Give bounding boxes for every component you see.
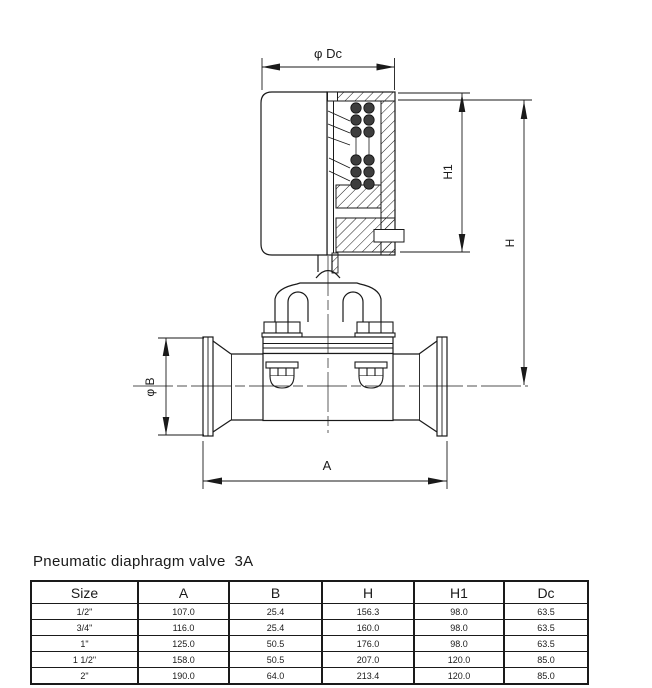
dim-h1 bbox=[398, 93, 470, 252]
cell-a: 107.0 bbox=[138, 604, 229, 620]
cell-b: 50.5 bbox=[229, 652, 322, 668]
arrow-left bbox=[204, 478, 222, 485]
arrow-down bbox=[459, 234, 466, 252]
cell-b: 25.4 bbox=[229, 620, 322, 636]
cell-size: 1" bbox=[31, 636, 138, 652]
table-header-row bbox=[31, 581, 588, 604]
dim-b bbox=[143, 338, 204, 435]
dim-label-a: A bbox=[322, 458, 332, 473]
cell-size: 3/4" bbox=[31, 620, 138, 636]
table-header-a: A bbox=[138, 581, 229, 604]
dim-dc bbox=[262, 46, 395, 90]
cell-a: 125.0 bbox=[138, 636, 229, 652]
table-header-dc: Dc bbox=[504, 581, 588, 604]
dim-a bbox=[203, 441, 447, 489]
left-ferrule bbox=[203, 337, 232, 436]
cell-dc: 85.0 bbox=[504, 668, 588, 685]
table-row bbox=[31, 652, 588, 668]
dim-label-h1: H1 bbox=[441, 164, 455, 180]
air-port bbox=[374, 230, 404, 243]
actuator bbox=[261, 92, 404, 255]
cell-dc: 63.5 bbox=[504, 604, 588, 620]
arrow-down bbox=[521, 367, 528, 385]
cell-dc: 63.5 bbox=[504, 636, 588, 652]
cell-size: 1/2" bbox=[31, 604, 138, 620]
dim-label-h: H bbox=[503, 238, 517, 248]
cell-b: 25.4 bbox=[229, 604, 322, 620]
table-row bbox=[31, 620, 588, 636]
cell-h: 160.0 bbox=[322, 620, 414, 636]
table-row bbox=[31, 604, 588, 620]
page-title: Pneumatic diaphragm valve 3A bbox=[33, 553, 254, 570]
dim-label-b: φ B bbox=[143, 377, 157, 397]
table-header-h: H bbox=[322, 581, 414, 604]
bonnet bbox=[262, 283, 395, 337]
table-header-b: B bbox=[229, 581, 322, 604]
table-header-h1: H1 bbox=[414, 581, 504, 604]
cell-h1: 98.0 bbox=[414, 620, 504, 636]
cell-h1: 120.0 bbox=[414, 652, 504, 668]
arrow-right bbox=[428, 478, 446, 485]
cell-b: 50.5 bbox=[229, 636, 322, 652]
cell-b: 64.0 bbox=[229, 668, 322, 685]
arrow-up bbox=[459, 94, 466, 112]
arrow-up bbox=[521, 101, 528, 119]
cell-h: 176.0 bbox=[322, 636, 414, 652]
table-header-size: Size bbox=[31, 581, 138, 604]
actuator-top-step bbox=[328, 92, 338, 101]
cell-a: 158.0 bbox=[138, 652, 229, 668]
arrow-down bbox=[163, 417, 170, 435]
dimension-table bbox=[30, 580, 589, 685]
cell-a: 190.0 bbox=[138, 668, 229, 685]
valve-body bbox=[231, 337, 419, 421]
stem-gland bbox=[332, 253, 338, 273]
cell-size: 1 1/2" bbox=[31, 652, 138, 668]
cell-h: 213.4 bbox=[322, 668, 414, 685]
cell-h1: 98.0 bbox=[414, 636, 504, 652]
cell-h: 156.3 bbox=[322, 604, 414, 620]
actuator-left-profile bbox=[261, 92, 327, 255]
table-row bbox=[31, 668, 588, 685]
cell-dc: 85.0 bbox=[504, 652, 588, 668]
cell-size: 2" bbox=[31, 668, 138, 685]
table-row bbox=[31, 636, 588, 652]
cell-h1: 98.0 bbox=[414, 604, 504, 620]
cell-a: 116.0 bbox=[138, 620, 229, 636]
cell-h1: 120.0 bbox=[414, 668, 504, 685]
cell-dc: 63.5 bbox=[504, 620, 588, 636]
dim-h bbox=[398, 100, 532, 385]
right-ferrule bbox=[419, 337, 447, 436]
dim-label-dc: φ Dc bbox=[314, 46, 342, 61]
cell-h: 207.0 bbox=[322, 652, 414, 668]
arrow-left bbox=[262, 64, 280, 71]
arrow-right bbox=[377, 64, 395, 71]
arrow-up bbox=[163, 338, 170, 356]
